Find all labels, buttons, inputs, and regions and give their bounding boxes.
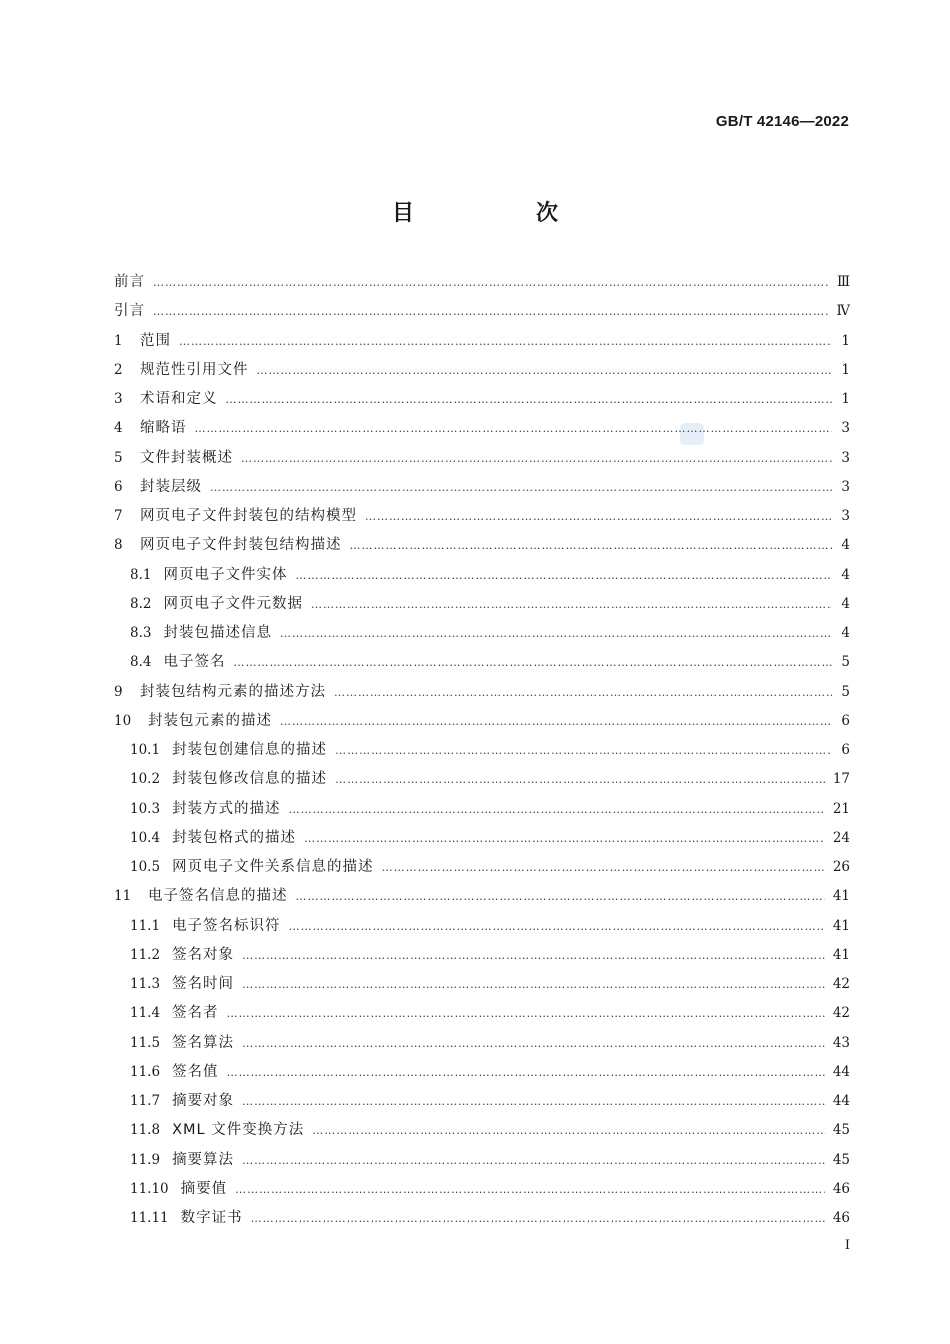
toc-entry-page: 42 bbox=[832, 1005, 850, 1022]
toc-entry-title: 缩略语 bbox=[140, 420, 187, 437]
toc-entry-number: 3 bbox=[114, 391, 123, 407]
toc-entry[interactable] bbox=[114, 826, 850, 855]
toc-entry-title: 封装包修改信息的描述 bbox=[172, 771, 328, 788]
toc-entry-title: 封装包描述信息 bbox=[163, 625, 272, 641]
toc-entry-page: 6 bbox=[841, 712, 850, 729]
toc-entry-page: 5 bbox=[841, 683, 850, 700]
toc-dot-leader bbox=[153, 276, 829, 289]
toc-entry-page: 46 bbox=[832, 1210, 850, 1226]
toc-dot-leader bbox=[241, 452, 832, 465]
toc-entry[interactable] bbox=[114, 972, 850, 1001]
toc-entry-number: 10.3 bbox=[130, 800, 161, 817]
toc-dot-leader bbox=[382, 861, 825, 874]
toc-entry[interactable] bbox=[114, 533, 850, 562]
toc-entry-number: 10.4 bbox=[130, 829, 161, 846]
toc-entry-number: 11.6 bbox=[130, 1063, 161, 1080]
toc-entry-number: 7 bbox=[114, 508, 123, 524]
toc-entry-number: 8.3 bbox=[130, 625, 152, 641]
toc-entry-page: 5 bbox=[841, 654, 850, 671]
toc-dot-leader bbox=[153, 305, 829, 318]
toc-dot-leader bbox=[227, 1066, 825, 1079]
toc-entry-title: 签名时间 bbox=[172, 976, 235, 992]
toc-entry-number: 11.9 bbox=[130, 1151, 161, 1168]
toc-dot-leader bbox=[311, 598, 832, 611]
toc-entry-number: 10.2 bbox=[130, 771, 161, 788]
toc-entry[interactable] bbox=[114, 1177, 850, 1206]
toc-entry[interactable] bbox=[114, 1148, 850, 1177]
toc-entry[interactable] bbox=[114, 621, 850, 650]
toc-dot-leader bbox=[335, 773, 825, 786]
toc-entry-title: 网页电子文件关系信息的描述 bbox=[172, 859, 374, 875]
toc-entry-number: 6 bbox=[114, 478, 123, 495]
toc-entry-number: 11.11 bbox=[130, 1210, 169, 1226]
toc-entry[interactable] bbox=[114, 650, 850, 679]
toc-entry-number: 4 bbox=[114, 420, 123, 437]
toc-entry-title: 网页电子文件元数据 bbox=[163, 595, 303, 612]
table-of-contents bbox=[114, 270, 850, 1235]
toc-entry[interactable] bbox=[114, 504, 850, 533]
toc-entry-title: 术语和定义 bbox=[140, 391, 218, 407]
toc-entry-title: 网页电子文件实体 bbox=[163, 566, 288, 583]
toc-dot-leader bbox=[242, 1095, 825, 1108]
page-number: Ⅰ bbox=[844, 1238, 850, 1253]
toc-entry-title: 电子签名 bbox=[163, 654, 226, 671]
toc-entry-page: 45 bbox=[832, 1151, 850, 1168]
toc-dot-leader bbox=[280, 627, 832, 640]
toc-entry[interactable] bbox=[114, 914, 850, 943]
toc-entry-title: 规范性引用文件 bbox=[140, 361, 249, 378]
toc-entry-page: 46 bbox=[832, 1180, 850, 1197]
toc-entry-number: 5 bbox=[114, 449, 123, 466]
toc-entry-number: 9 bbox=[114, 683, 123, 700]
toc-dot-leader bbox=[235, 1183, 825, 1196]
toc-entry-title: 签名者 bbox=[172, 1005, 219, 1022]
toc-entry[interactable] bbox=[114, 446, 850, 475]
toc-entry-number: 11.1 bbox=[130, 917, 161, 934]
toc-entry-title: 网页电子文件封装包的结构模型 bbox=[140, 508, 357, 524]
toc-dot-leader bbox=[233, 656, 832, 669]
toc-dot-leader bbox=[242, 1037, 825, 1050]
toc-entry-title: 文件封装概述 bbox=[140, 449, 233, 466]
toc-entry-number: 11.10 bbox=[130, 1180, 169, 1197]
toc-dot-leader bbox=[295, 569, 832, 582]
toc-dot-leader bbox=[226, 393, 833, 406]
toc-entry-title: 摘要值 bbox=[180, 1180, 228, 1197]
toc-entry-title: 封装包格式的描述 bbox=[172, 829, 297, 846]
toc-entry[interactable] bbox=[114, 680, 850, 709]
toc-dot-leader bbox=[334, 686, 832, 699]
toc-dot-leader bbox=[296, 890, 825, 903]
toc-entry-page: 45 bbox=[832, 1122, 850, 1139]
toc-dot-leader bbox=[304, 832, 825, 845]
toc-entry[interactable] bbox=[114, 855, 850, 884]
toc-dot-leader bbox=[242, 1154, 825, 1167]
toc-dot-leader bbox=[210, 481, 832, 494]
toc-entry-page: 4 bbox=[841, 595, 850, 612]
toc-entry-number: 10.1 bbox=[130, 742, 161, 758]
toc-entry-page: 24 bbox=[832, 829, 850, 846]
toc-entry-number: 11.3 bbox=[130, 976, 161, 992]
toc-entry[interactable] bbox=[114, 709, 850, 738]
toc-entry-title: 封装层级 bbox=[140, 478, 202, 495]
toc-entry[interactable] bbox=[114, 563, 850, 592]
toc-entry-page: 17 bbox=[832, 771, 850, 788]
toc-entry-title: 签名对象 bbox=[172, 946, 235, 963]
toc-entry-title: 摘要算法 bbox=[172, 1151, 235, 1168]
toc-entry[interactable] bbox=[114, 797, 850, 826]
toc-entry-number: 11 bbox=[114, 888, 132, 905]
toc-entry-number: 10 bbox=[114, 712, 132, 729]
toc-entry-number: 2 bbox=[114, 361, 123, 378]
toc-entry-title: 封装方式的描述 bbox=[172, 800, 281, 817]
toc-entry-number: 1 bbox=[114, 332, 123, 349]
toc-entry[interactable] bbox=[114, 884, 850, 913]
toc-entry-number: 8.1 bbox=[130, 566, 152, 583]
toc-entry-page: 44 bbox=[832, 1093, 850, 1109]
toc-entry-page: 43 bbox=[832, 1034, 850, 1051]
toc-entry[interactable] bbox=[114, 592, 850, 621]
toc-entry[interactable] bbox=[114, 1118, 850, 1147]
toc-entry-title: 范围 bbox=[140, 332, 171, 349]
toc-entry[interactable] bbox=[114, 1001, 850, 1030]
toc-dot-leader bbox=[227, 1007, 825, 1020]
toc-entry-title: 封装包元素的描述 bbox=[148, 712, 272, 729]
toc-entry-title: 引言 bbox=[114, 303, 145, 320]
toc-entry[interactable] bbox=[114, 270, 850, 299]
toc-entry[interactable] bbox=[114, 1089, 850, 1118]
toc-entry[interactable] bbox=[114, 1031, 850, 1060]
toc-dot-leader bbox=[365, 510, 832, 523]
toc-dot-leader bbox=[312, 1124, 825, 1137]
toc-entry-page: 1 bbox=[841, 391, 850, 407]
toc-entry-page: 3 bbox=[841, 449, 850, 466]
toc-entry-page: 42 bbox=[832, 976, 850, 992]
toc-entry-number: 11.2 bbox=[130, 946, 161, 963]
toc-entry[interactable] bbox=[114, 299, 850, 328]
toc-entry-number: 11.7 bbox=[130, 1093, 161, 1109]
toc-entry-title: 电子签名标识符 bbox=[172, 917, 281, 934]
toc-dot-leader bbox=[251, 1212, 825, 1225]
toc-dot-leader bbox=[289, 920, 825, 933]
toc-entry-page: 1 bbox=[841, 332, 850, 349]
toc-dot-leader bbox=[195, 422, 833, 435]
toc-dot-leader bbox=[289, 803, 825, 816]
toc-entry-number: 11.8 bbox=[130, 1122, 161, 1139]
toc-entry-title: 前言 bbox=[114, 274, 145, 290]
toc-entry-page: 3 bbox=[841, 478, 850, 495]
toc-entry-page: 26 bbox=[832, 859, 850, 875]
toc-dot-leader bbox=[280, 715, 832, 728]
toc-entry-page: 6 bbox=[841, 742, 850, 758]
toc-entry-title: 封装包结构元素的描述方法 bbox=[140, 683, 326, 700]
toc-entry[interactable] bbox=[114, 358, 850, 387]
toc-entry-page: 4 bbox=[841, 537, 850, 554]
toc-entry-number: 8 bbox=[114, 537, 123, 554]
toc-dot-leader bbox=[257, 364, 833, 377]
page-title: 目 次 bbox=[391, 201, 608, 226]
toc-entry-title: 电子签名信息的描述 bbox=[148, 888, 288, 905]
toc-entry[interactable] bbox=[114, 1060, 850, 1089]
toc-entry-page: 44 bbox=[832, 1063, 850, 1080]
toc-entry[interactable] bbox=[114, 738, 850, 767]
toc-entry-page: 21 bbox=[832, 800, 850, 817]
toc-entry-page: 41 bbox=[832, 888, 850, 905]
toc-dot-leader bbox=[242, 978, 825, 991]
toc-entry-page: 41 bbox=[832, 917, 850, 934]
toc-entry-number: 11.4 bbox=[130, 1005, 161, 1022]
toc-entry[interactable] bbox=[114, 943, 850, 972]
toc-entry-page: 41 bbox=[832, 946, 850, 963]
toc-dot-leader bbox=[242, 949, 825, 962]
toc-entry[interactable] bbox=[114, 1206, 850, 1235]
toc-entry-page: Ⅲ bbox=[836, 274, 850, 290]
toc-entry[interactable] bbox=[114, 767, 850, 796]
toc-entry-number: 10.5 bbox=[130, 859, 161, 875]
toc-entry-title: XML 文件变换方法 bbox=[172, 1122, 305, 1139]
toc-entry-title: 签名算法 bbox=[172, 1034, 235, 1051]
toc-dot-leader bbox=[335, 744, 832, 757]
toc-entry-title: 封装包创建信息的描述 bbox=[172, 742, 328, 758]
toc-entry[interactable] bbox=[114, 416, 850, 445]
toc-dot-leader bbox=[350, 539, 833, 552]
toc-entry-number: 11.5 bbox=[130, 1034, 161, 1051]
toc-entry-title: 摘要对象 bbox=[172, 1093, 235, 1109]
toc-entry-title: 数字证书 bbox=[180, 1210, 243, 1226]
toc-entry-number: 8.4 bbox=[130, 654, 152, 671]
toc-entry-title: 网页电子文件封装包结构描述 bbox=[140, 537, 342, 554]
toc-dot-leader bbox=[179, 335, 832, 348]
toc-entry-page: 3 bbox=[841, 508, 850, 524]
toc-entry-title: 签名值 bbox=[172, 1063, 219, 1080]
toc-entry[interactable] bbox=[114, 387, 850, 416]
toc-entry-page: 4 bbox=[841, 566, 850, 583]
toc-entry-page: 3 bbox=[841, 420, 850, 437]
toc-entry-page: 1 bbox=[841, 361, 850, 378]
standard-code: GB/T 42146—2022 bbox=[715, 113, 849, 130]
toc-entry[interactable] bbox=[114, 475, 850, 504]
toc-entry-page: Ⅳ bbox=[836, 303, 850, 320]
toc-entry-page: 4 bbox=[841, 625, 850, 641]
toc-entry-number: 8.2 bbox=[130, 595, 152, 612]
toc-entry[interactable] bbox=[114, 329, 850, 358]
